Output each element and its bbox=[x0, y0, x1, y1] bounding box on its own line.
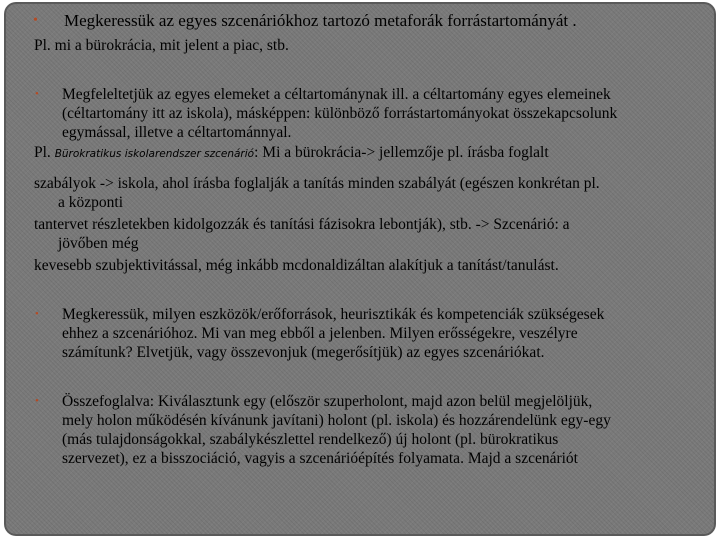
bullet-4-line-2: mely holon működésén kívánunk javítani) holont (pl. iskola) és hozzárendelünk egy-egy bbox=[62, 412, 611, 429]
example-scenario-name: Bürokratikus iskolarendszer szcenárió bbox=[54, 148, 255, 160]
example-paragraph-3 bbox=[16, 256, 704, 275]
bullet-icon: • bbox=[35, 88, 39, 100]
example-paragraph-1-line-2: a központi bbox=[58, 194, 123, 211]
bullet-2-line-1: Megfeleltetjük az egyes elemeket a céltartománynak ill. a céltartomány egyes elemeinek bbox=[62, 86, 611, 103]
bullet-2-example bbox=[16, 143, 704, 164]
slide-background bbox=[4, 2, 716, 536]
bullet-4-line-1: Összefoglalva: Kiválasztunk egy (először szuperholont, majd azon belül megjelöljük, bbox=[62, 393, 593, 410]
bullet-icon: • bbox=[35, 395, 39, 407]
bullet-3-line-2: ehhez a szcenárióhoz. Mi van meg ebből a jelenben. Milyen erősségekre, veszélyre bbox=[62, 325, 578, 342]
bullet-4-line-4: szervezet), ez a bisszociáció, vagyis a szcenárióépítés folyamata. Majd a szcenáriót bbox=[62, 450, 578, 467]
bullet-2-line-2: (céltartomány itt az iskola), másképpen: különböző forrástartományokat összekapcsolunk bbox=[62, 105, 618, 122]
bullet-icon: • bbox=[33, 13, 38, 28]
bullet-4-line-3: (más tulajdonságokkal, szabálykészlettel rendelkező) új holont (pl. bürokratikus bbox=[62, 431, 559, 448]
bullet-item-3 bbox=[16, 305, 704, 362]
bullet-2-line-3: egymással, illetve a céltartománnyal. bbox=[62, 124, 292, 141]
example-paragraph-2 bbox=[16, 215, 704, 253]
bullet-item-1 bbox=[16, 10, 704, 32]
bullet-3-line-1: Megkeressük, milyen eszközök/erőforrások, heurisztikák és kompetenciák szükségesek bbox=[62, 306, 605, 323]
example-rest: : Mi a bürokrácia-> jellemzője pl. írásba foglalt bbox=[254, 144, 549, 161]
example-prefix: Pl. bbox=[34, 144, 51, 161]
example-paragraph-1-line-1: szabályok -> iskola, ahol írásba foglalják a tanítás minden szabályát (egészen konkrétan pl. bbox=[34, 175, 600, 192]
bullet-3-line-3: számítunk? Elvetjük, vagy összevonjuk (megerősítjük) az egyes szcenáriókat. bbox=[62, 344, 545, 361]
bullet-1-example: Pl. mi a bürokrácia, mit jelent a piac, stb. bbox=[34, 37, 289, 54]
bullet-icon: • bbox=[35, 308, 39, 320]
example-paragraph-1 bbox=[16, 174, 704, 212]
bullet-item-2 bbox=[16, 85, 704, 142]
example-paragraph-3-line-1: kevesebb szubjektivitással, még inkább mcdonaldizáltan alakítjuk a tanítást/tanulást. bbox=[34, 257, 559, 274]
bullet-item-4 bbox=[16, 392, 704, 468]
example-paragraph-2-line-2: jövőben még bbox=[58, 235, 139, 252]
bullet-1-text: Megkeressük az egyes szcenáriókhoz tartozó metaforák forrástartományát . bbox=[64, 11, 577, 30]
slide-content bbox=[16, 8, 704, 530]
example-paragraph-2-line-1: tantervet részletekben kidolgozzák és tanítási fázisokra lebontják), stb. -> Szcenárió: a bbox=[34, 216, 570, 233]
